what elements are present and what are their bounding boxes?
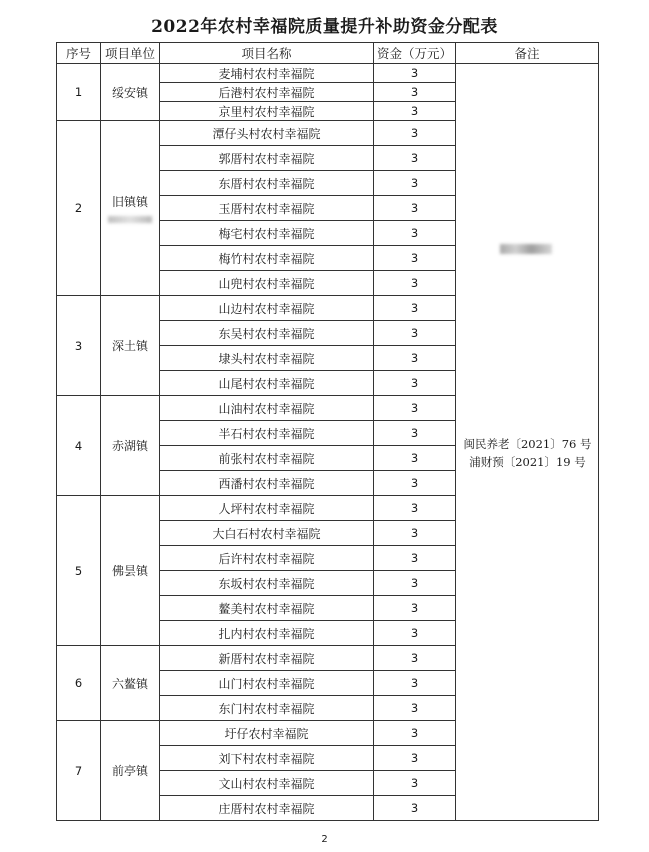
project-name: 刘下村农村幸福院 [160, 746, 374, 771]
town-name: 旧镇镇 [111, 195, 148, 209]
project-amount: 3 [374, 671, 456, 696]
project-amount: 3 [374, 421, 456, 446]
project-name: 西潘村农村幸福院 [160, 471, 374, 496]
town-name: 六鳌镇 [111, 676, 148, 691]
group-town [101, 296, 160, 396]
project-name: 东门村农村幸福院 [160, 696, 374, 721]
project-amount: 3 [374, 196, 456, 221]
project-name: 埭头村农村幸福院 [160, 346, 374, 371]
project-amount: 3 [374, 746, 456, 771]
header-amount: 资金（万元） [374, 43, 456, 64]
project-amount: 3 [374, 496, 456, 521]
project-name: 鳌美村农村幸福院 [160, 596, 374, 621]
project-amount: 3 [374, 446, 456, 471]
project-name: 郭厝村农村幸福院 [160, 146, 374, 171]
group-seq: 3 [57, 296, 101, 396]
project-amount: 3 [374, 371, 456, 396]
project-name: 梅竹村农村幸福院 [160, 246, 374, 271]
redacted-seal [500, 244, 552, 254]
project-amount: 3 [374, 296, 456, 321]
group-town [101, 396, 160, 496]
project-amount: 3 [374, 596, 456, 621]
project-amount: 3 [374, 696, 456, 721]
project-name: 庄厝村农村幸福院 [160, 796, 374, 821]
project-name: 山边村农村幸福院 [160, 296, 374, 321]
table-row [57, 64, 599, 83]
project-name: 东厝村农村幸福院 [160, 171, 374, 196]
group-seq: 7 [57, 721, 101, 821]
group-seq: 2 [57, 121, 101, 296]
redaction-smudge [108, 216, 152, 223]
project-name: 东坂村农村幸福院 [160, 571, 374, 596]
project-amount: 3 [374, 271, 456, 296]
project-name: 京里村农村幸福院 [160, 102, 374, 121]
project-name: 山尾村农村幸福院 [160, 371, 374, 396]
town-name: 深土镇 [111, 339, 148, 353]
project-name: 山油村农村幸福院 [160, 396, 374, 421]
group-town [101, 121, 160, 296]
header-seq: 序号 [57, 43, 101, 64]
document-title: 2022年农村幸福院质量提升补助资金分配表 [151, 17, 498, 37]
project-amount: 3 [374, 171, 456, 196]
project-name: 大白石村农村幸福院 [160, 521, 374, 546]
project-name: 山门村农村幸福院 [160, 671, 374, 696]
project-amount: 3 [374, 771, 456, 796]
project-amount: 3 [374, 121, 456, 146]
allocation-table [56, 42, 599, 821]
project-name: 梅宅村农村幸福院 [160, 221, 374, 246]
group-town [101, 64, 160, 121]
group-seq: 5 [57, 496, 101, 646]
remark-line-1: 闽民养老〔2021〕76 号 [463, 437, 592, 451]
group-town [101, 646, 160, 721]
project-name: 文山村农村幸福院 [160, 771, 374, 796]
town-name: 佛昙镇 [111, 564, 148, 578]
project-amount: 3 [374, 471, 456, 496]
project-name: 玉厝村农村幸福院 [160, 196, 374, 221]
header-remark: 备注 [456, 43, 599, 64]
group-seq: 1 [57, 64, 101, 121]
group-seq: 4 [57, 396, 101, 496]
project-name: 后港村农村幸福院 [160, 83, 374, 102]
project-amount: 3 [374, 64, 456, 83]
project-name: 圩仔农村幸福院 [160, 721, 374, 746]
project-amount: 3 [374, 346, 456, 371]
project-amount: 3 [374, 221, 456, 246]
table-header-row [57, 43, 599, 64]
project-name: 潭仔头村农村幸福院 [160, 121, 374, 146]
project-amount: 3 [374, 146, 456, 171]
header-name: 项目名称 [160, 43, 374, 64]
project-name: 半石村农村幸福院 [160, 421, 374, 446]
group-town [101, 721, 160, 821]
project-amount: 3 [374, 83, 456, 102]
header-unit: 项目单位 [101, 43, 160, 64]
project-amount: 3 [374, 246, 456, 271]
project-amount: 3 [374, 102, 456, 121]
project-name: 新厝村农村幸福院 [160, 646, 374, 671]
project-name: 扎内村农村幸福院 [160, 621, 374, 646]
project-name: 前张村农村幸福院 [160, 446, 374, 471]
project-amount: 3 [374, 571, 456, 596]
project-amount: 3 [374, 396, 456, 421]
town-name: 前亭镇 [111, 764, 148, 778]
project-amount: 3 [374, 546, 456, 571]
project-amount: 3 [374, 646, 456, 671]
project-name: 东吴村农村幸福院 [160, 321, 374, 346]
town-name: 赤湖镇 [111, 439, 148, 453]
project-name: 人坪村农村幸福院 [160, 496, 374, 521]
project-name: 后许村农村幸福院 [160, 546, 374, 571]
project-amount: 3 [374, 721, 456, 746]
project-amount: 3 [374, 321, 456, 346]
page-number: 2 [321, 834, 328, 845]
town-name: 绥安镇 [111, 85, 148, 100]
project-amount: 3 [374, 621, 456, 646]
remark-line-2: 浦财预〔2021〕19 号 [469, 455, 586, 469]
project-amount: 3 [374, 796, 456, 821]
project-amount: 3 [374, 521, 456, 546]
group-seq: 6 [57, 646, 101, 721]
remark-cell [456, 64, 599, 821]
group-town [101, 496, 160, 646]
project-name: 麦埔村农村幸福院 [160, 64, 374, 83]
project-name: 山兜村农村幸福院 [160, 271, 374, 296]
